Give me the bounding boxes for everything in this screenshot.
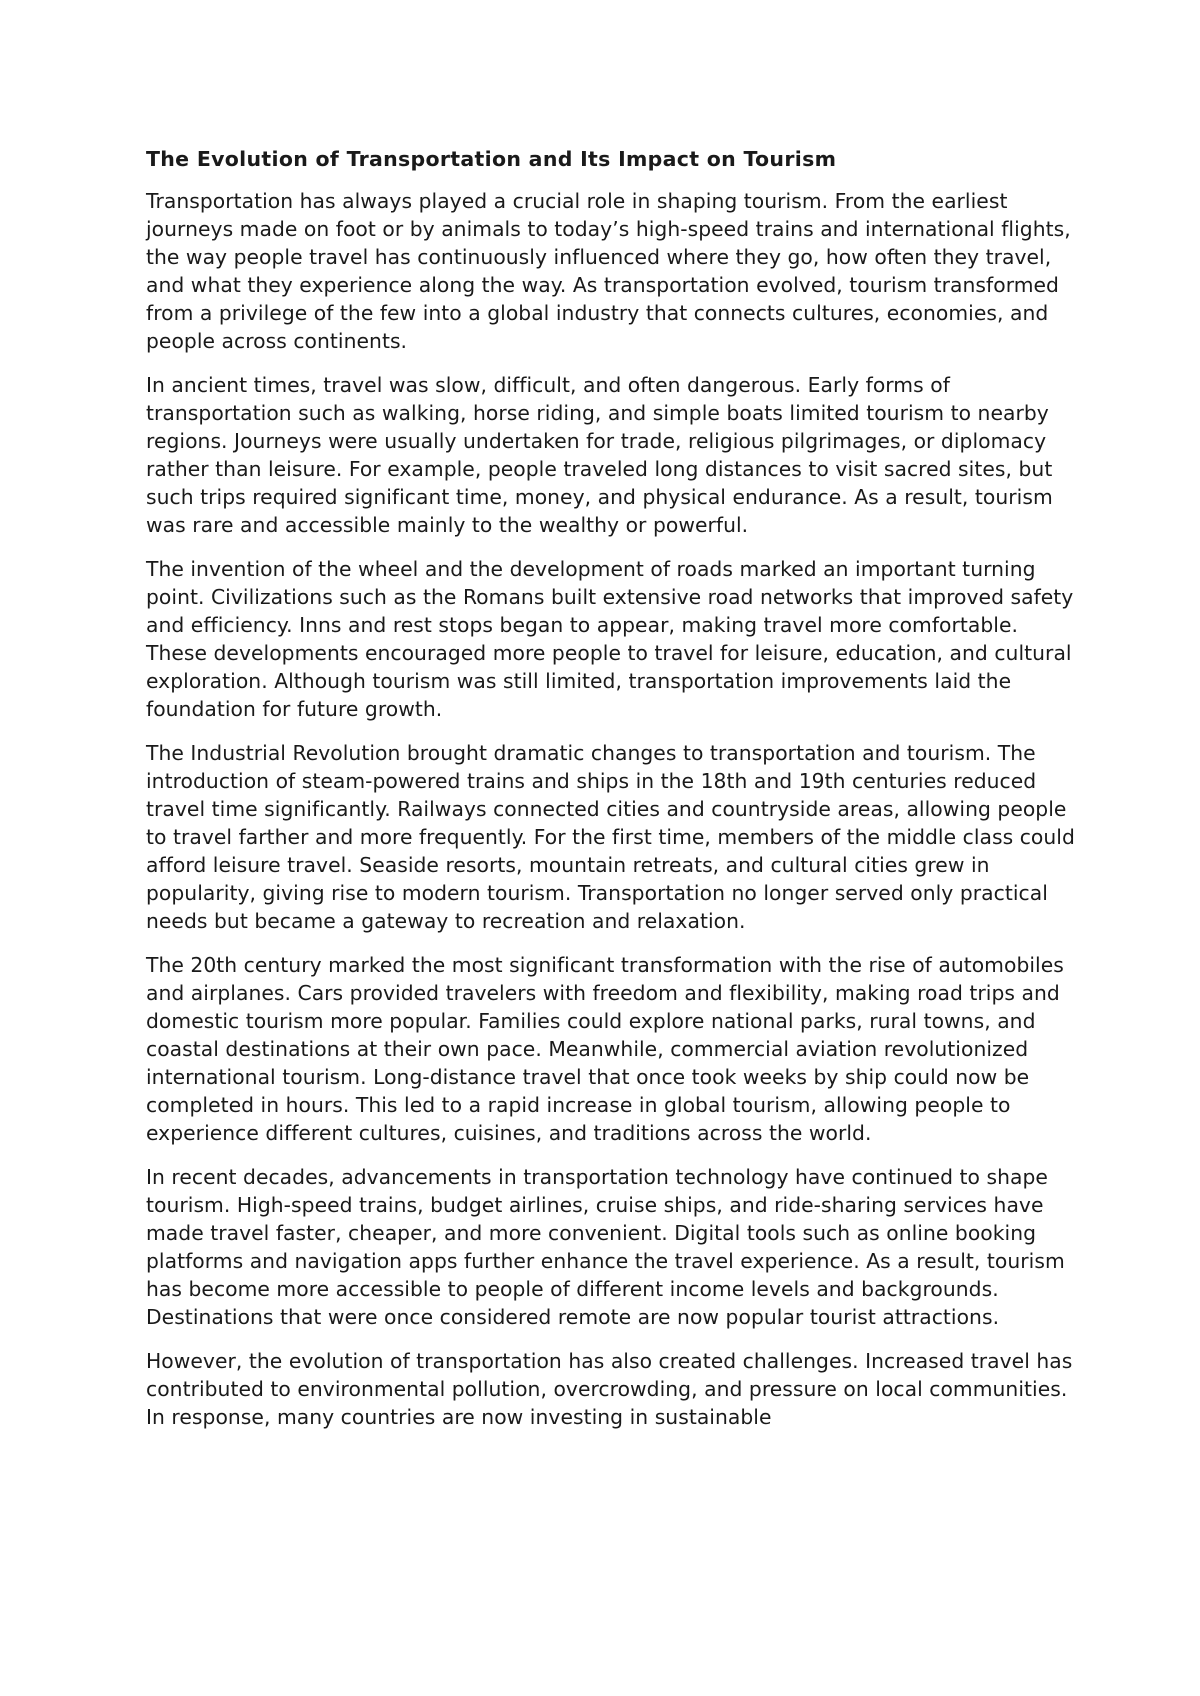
paragraph-wheel-and-roads: The invention of the wheel and the development of roads marked an important turning point. Civilizations such as the Romans built extensive road networks that improved safety and efficiency. Inns and rest stops began to appear, making travel more comfortable. These developments encouraged more people to travel for leisure, education, and cultural exploration. Although tourism was still limited, transportation improvements laid the foundation for future growth. bbox=[146, 557, 1074, 721]
paragraph-ancient-times: In ancient times, travel was slow, difficult, and often dangerous. Early forms of transportation such as walking, horse riding, and simple boats limited tourism to nearby regions. Journeys were usually undertaken for trade, religious pilgrimages, or diplomacy rather than leisure. For example, people traveled long distances to visit sacred sites, but such trips required significant time, money, and physical endurance. As a result, tourism was rare and accessible mainly to the wealthy or powerful. bbox=[146, 373, 1053, 537]
document-body bbox=[146, 145, 1076, 1447]
paragraph-challenges: However, the evolution of transportation has also created challenges. Increased travel has contributed to environmental pollution, overcrowding, and pressure on local communities. In response, many countries are now investing in sustainable bbox=[146, 1349, 1073, 1429]
paragraph-20th-century: The 20th century marked the most significant transformation with the rise of automobiles and airplanes. Cars provided travelers with freedom and flexibility, making road trips and domestic tourism more popular. Families could explore national parks, rural towns, and coastal destinations at their own pace. Meanwhile, commercial aviation revolutionized international tourism. Long-distance travel that once took weeks by ship could now be completed in hours. This led to a rapid increase in global tourism, allowing people to experience different cultures, cuisines, and traditions across the world. bbox=[146, 953, 1064, 1145]
paragraph-industrial-revolution: The Industrial Revolution brought dramatic changes to transportation and tourism. The introduction of steam-powered trains and ships in the 18th and 19th centuries reduced travel time significantly. Railways connected cities and countryside areas, allowing people to travel farther and more frequently. For the first time, members of the middle class could afford leisure travel. Seaside resorts, mountain retreats, and cultural cities grew in popularity, giving rise to modern tourism. Transportation no longer served only practical needs but became a gateway to recreation and relaxation. bbox=[146, 741, 1075, 933]
paragraph-intro: Transportation has always played a crucial role in shaping tourism. From the earliest journeys made on foot or by animals to today’s high-speed trains and international flights, the way people travel has continuously influenced where they go, how often they travel, and what they experience along the way. As transportation evolved, tourism transformed from a privilege of the few into a global industry that connects cultures, economies, and people across continents. bbox=[146, 189, 1071, 353]
paragraph-recent-decades: In recent decades, advancements in transportation technology have continued to shape tourism. High-speed trains, budget airlines, cruise ships, and ride-sharing services have made travel faster, cheaper, and more convenient. Digital tools such as online booking platforms and navigation apps further enhance the travel experience. As a result, tourism has become more accessible to people of different income levels and backgrounds. Destinations that were once considered remote are now popular tourist attractions. bbox=[146, 1165, 1065, 1329]
document-title: The Evolution of Transportation and Its Impact on Tourism bbox=[146, 147, 837, 171]
